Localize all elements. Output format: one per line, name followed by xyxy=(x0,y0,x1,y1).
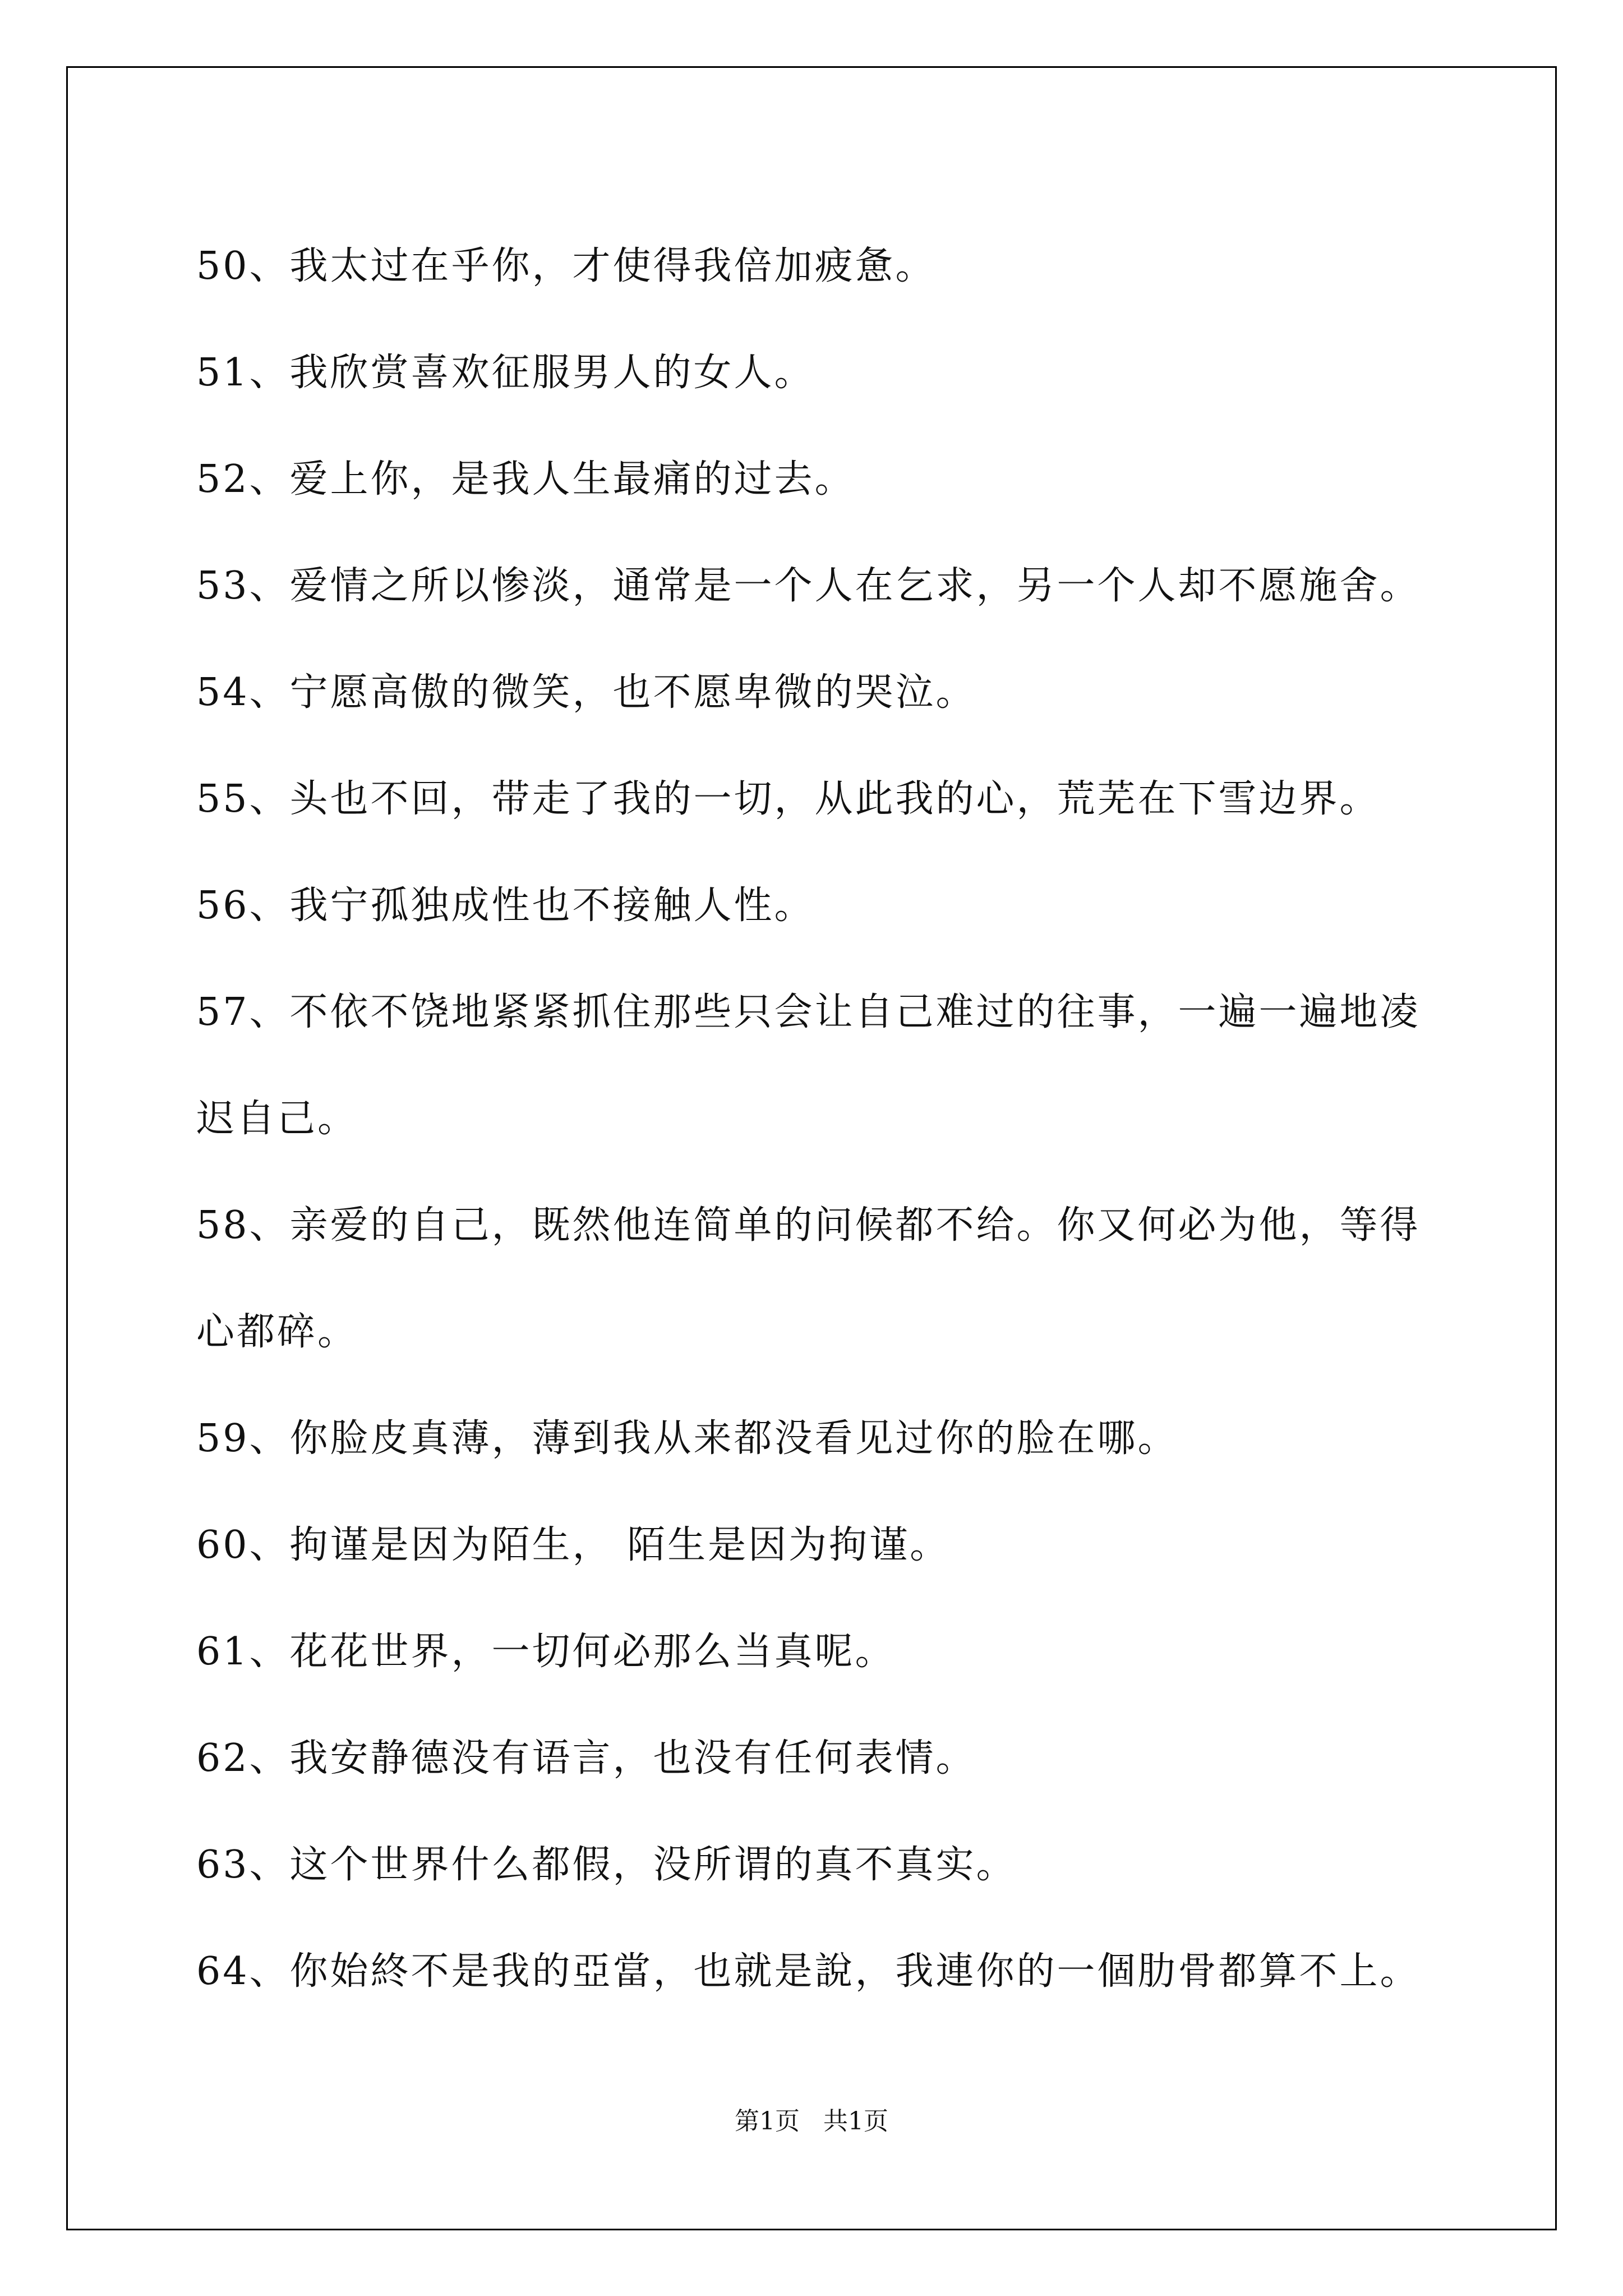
text-line: 61、花花世界，一切何必那么当真呢。 xyxy=(196,1630,896,1674)
text-line: 51、我欣赏喜欢征服男人的女人。 xyxy=(196,351,815,395)
text-line: 58、亲爱的自己，既然他连简单的问候都不给。你又何必为他，等得 xyxy=(196,1203,1421,1248)
text-line: 59、你脸皮真薄，薄到我从来都没看见过你的脸在哪。 xyxy=(196,1416,1178,1461)
text-line: 60、拘谨是因为陌生， 陌生是因为拘谨。 xyxy=(196,1523,951,1567)
text-line: 迟自己。 xyxy=(196,1097,358,1141)
document-body xyxy=(196,213,1464,2025)
text-line: 62、我安静德没有语言，也没有任何表情。 xyxy=(196,1736,976,1780)
text-line: 心都碎。 xyxy=(196,1310,358,1354)
text-line: 63、这个世界什么都假，没所谓的真不真实。 xyxy=(196,1843,1017,1887)
text-line: 53、爱情之所以惨淡，通常是一个人在乞求，另一个人却不愿施舍。 xyxy=(196,564,1421,608)
page-footer: 第1页 共1页 xyxy=(735,2107,888,2136)
text-line: 54、宁愿高傲的微笑，也不愿卑微的哭泣。 xyxy=(196,670,976,715)
text-line: 50、我太过在乎你，才使得我倍加疲惫。 xyxy=(196,244,936,288)
text-line: 52、爱上你，是我人生最痛的过去。 xyxy=(196,457,855,501)
text-line: 64、你始終不是我的亞當，也就是說，我連你的一個肋骨都算不上。 xyxy=(196,1949,1421,1994)
text-line: 56、我宁孤独成性也不接触人性。 xyxy=(196,884,815,928)
text-line: 57、不依不饶地紧紧抓住那些只会让自己难过的往事，一遍一遍地凌 xyxy=(196,990,1421,1034)
text-line: 55、头也不回，带走了我的一切，从此我的心，荒芜在下雪边界。 xyxy=(196,777,1380,821)
